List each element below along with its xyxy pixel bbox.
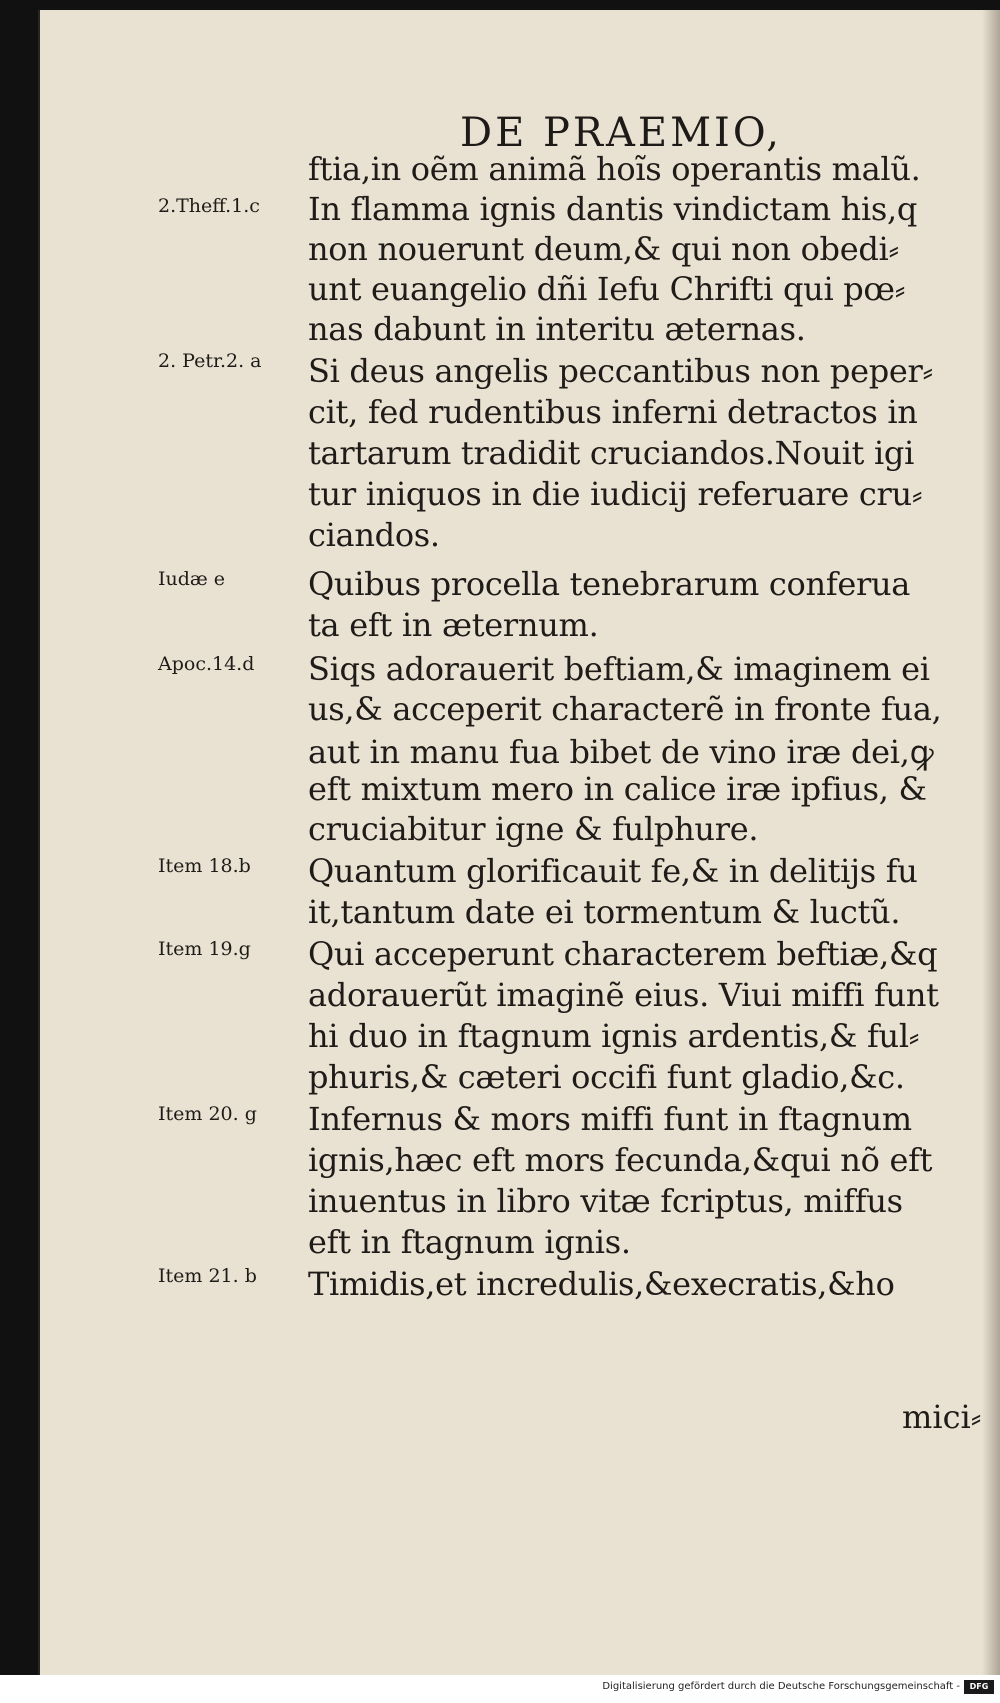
running-title: DE PRAEMIO, [460,110,783,156]
text-line: Siqs adorauerit beftiam,& imaginem ei [308,650,930,688]
text-line: In flamma ignis dantis vindictam his,q [308,190,918,228]
margin-note: Iudæ e [158,568,226,590]
text-line: unt euangelio dñi Iefu Chrifti qui pœ⸗ [308,270,906,308]
footer-bar [0,1675,1000,1703]
text-line: it,tantum date ei tormentum & luctũ. [308,893,901,931]
text-line: Timidis,et incredulis,&execratis,&ho [308,1265,895,1303]
text-line: nas dabunt in interitu æternas. [308,310,806,348]
text-line: ignis,hæc eft mors fecunda,&qui nõ eft [308,1141,933,1179]
margin-note: Item 20. g [158,1103,257,1125]
text-line: us,& acceperit characterẽ in fronte fua, [308,690,942,728]
text-line: Quantum glorificauit fe,& in delitijs fu [308,852,918,890]
margin-note: Item 21. b [158,1265,257,1287]
text-line: non nouerunt deum,& qui non obedi⸗ [308,230,899,268]
text-line: Si deus angelis peccantibus non peper⸗ [308,352,933,390]
margin-note: Item 19.g [158,938,251,960]
text-line: phuris,& cæteri occifi funt gladio,&c. [308,1058,905,1096]
text-line: inuentus in libro vitæ fcriptus, miffus [308,1182,903,1220]
margin-note: Apoc.14.d [158,653,255,675]
text-line: eft mixtum mero in calice iræ ipfius, & [308,770,927,808]
text-line: eft in ftagnum ignis. [308,1223,631,1261]
book-page [38,10,1000,1675]
funding-credit: Digitalisierung gefördert durch die Deutsche Forschungsgemeinschaft - [602,1681,960,1692]
margin-note: 2.Theff.1.c [158,195,260,217]
text-line: aut in manu fua bibet de vino iræ dei,ꝙ [308,733,934,771]
text-line: Quibus procella tenebrarum conferua [308,565,911,603]
margin-note: Item 18.b [158,855,251,877]
text-line: cit, fed rudentibus inferni detractos in [308,393,918,431]
text-line: ftia,in oẽm animã hoĩs operantis malũ. [308,150,921,188]
text-line: ta eft in æternum. [308,606,599,644]
catchword: mici⸗ [902,1398,982,1436]
dfg-logo-icon: DFG [964,1680,994,1694]
text-line: hi duo in ftagnum ignis ardentis,& ful⸗ [308,1017,920,1055]
text-line: ciandos. [308,516,440,554]
text-line: tartarum tradidit cruciandos.Nouit igi [308,434,915,472]
text-line: tur iniquos in die iudicij referuare cru⸗ [308,475,923,513]
text-line: cruciabitur igne & fulphure. [308,810,759,848]
text-line: adorauerũt imaginẽ eius. Viui miffi funt [308,976,939,1014]
margin-note: 2. Petr.2. a [158,350,262,372]
text-line: Infernus & mors miffi funt in ftagnum [308,1100,912,1138]
text-line: Qui acceperunt characterem beftiæ,&q [308,935,938,973]
